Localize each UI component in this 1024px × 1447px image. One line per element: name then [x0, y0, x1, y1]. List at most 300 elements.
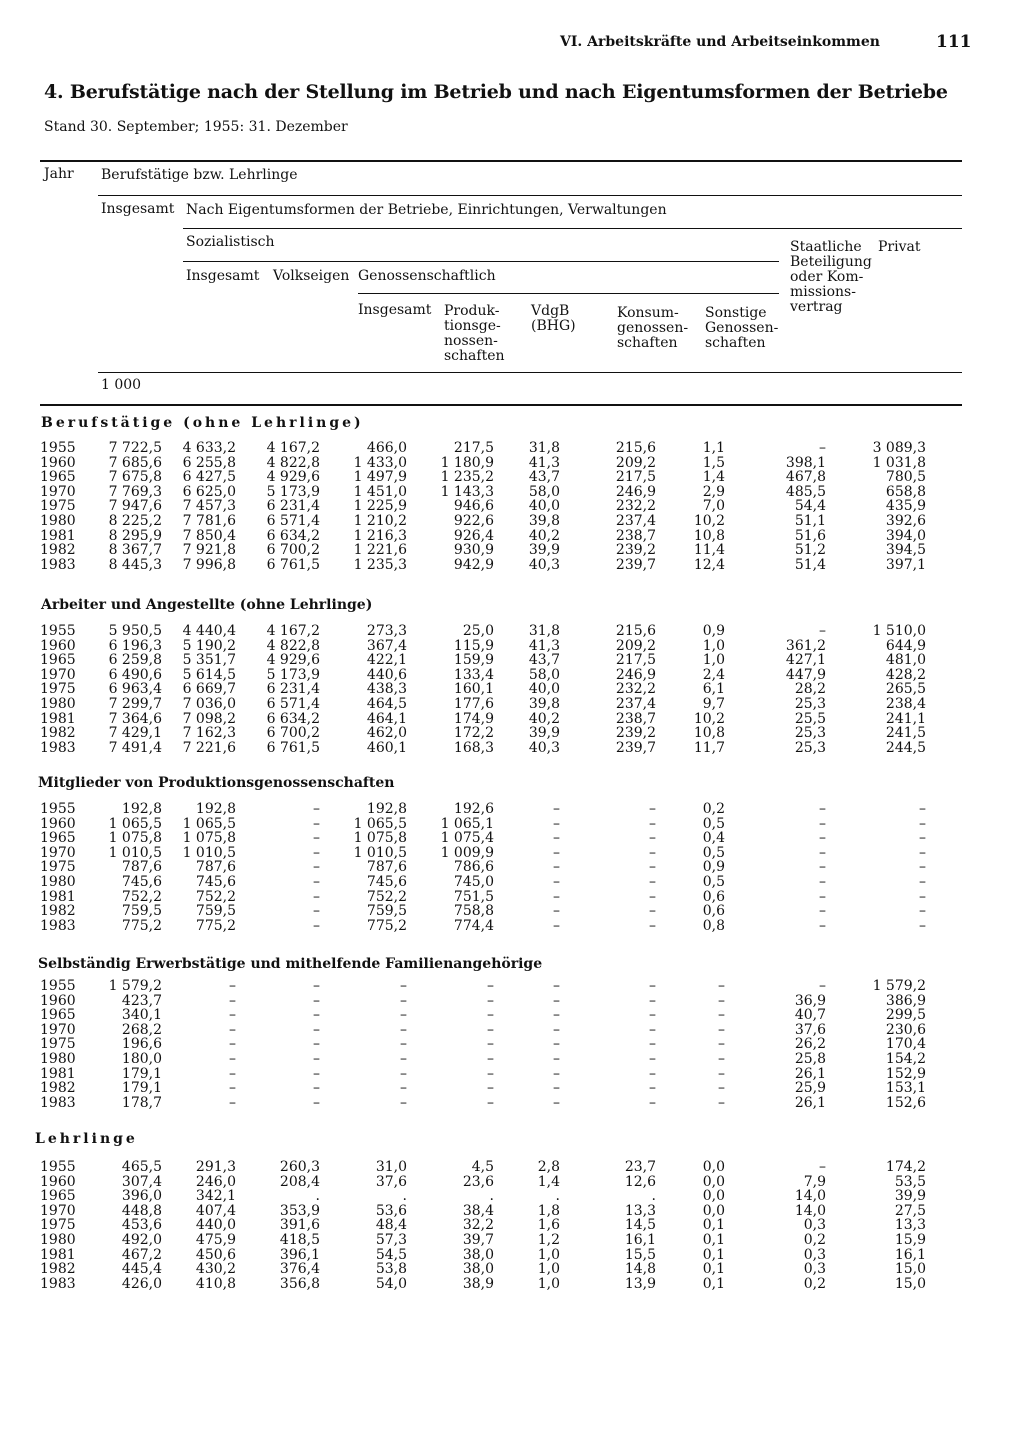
cell-vdgb: – — [553, 888, 560, 905]
cell-konsum: 23,7 — [624, 1159, 656, 1175]
cell-gen-insgesamt: 464,5 — [366, 696, 407, 712]
table-row — [0, 1067, 1024, 1081]
cell-staatlich: – — [819, 903, 826, 920]
cell-sonstige: 12,4 — [693, 556, 725, 573]
cell-produktion: 786,6 — [453, 859, 494, 876]
cell-konsum: 232,2 — [615, 681, 656, 698]
cell-konsum: 239,2 — [615, 542, 656, 559]
cell-vdgb: – — [553, 903, 560, 920]
cell-sonstige: 0,0 — [702, 1202, 725, 1219]
table-row — [0, 1160, 1024, 1174]
cell-staatlich: – — [819, 1159, 826, 1175]
table-row — [0, 514, 1024, 528]
cell-gen-insgesamt: 53,6 — [375, 1202, 407, 1219]
cell-gen-insgesamt: 1 235,3 — [353, 556, 407, 573]
cell-sonstige: 1,0 — [702, 652, 725, 669]
cell-soz-insgesamt: 246,0 — [195, 1173, 236, 1190]
cell-sonstige: 0,1 — [702, 1232, 725, 1248]
cell-privat: 170,4 — [885, 1036, 926, 1053]
cell-staatlich: 51,4 — [794, 556, 826, 573]
cell-insgesamt: 445,4 — [121, 1261, 162, 1278]
cell-volkseigen: 4 167,2 — [266, 623, 320, 639]
cell-volkseigen: – — [313, 830, 320, 847]
cell-privat: 27,5 — [894, 1202, 926, 1219]
cell-vdgb: 2,8 — [537, 1159, 560, 1175]
cell-konsum: 237,4 — [615, 696, 656, 712]
cell-privat: – — [919, 888, 926, 905]
cell-gen-insgesamt: 192,8 — [366, 801, 407, 817]
cell-soz-insgesamt: 4 440,4 — [182, 623, 236, 639]
table-row — [0, 712, 1024, 726]
cell-insgesamt: 7 675,8 — [108, 469, 162, 486]
cell-soz-insgesamt: – — [229, 1007, 236, 1024]
cell-vdgb: 1,0 — [537, 1275, 560, 1292]
cell-soz-insgesamt: 430,2 — [195, 1261, 236, 1278]
cell-sonstige: 0,1 — [702, 1246, 725, 1263]
cell-year: 1965 — [40, 1188, 76, 1205]
cell-sonstige: 0,0 — [702, 1159, 725, 1175]
cell-konsum: – — [649, 815, 656, 832]
cell-year: 1975 — [40, 498, 76, 515]
cell-privat: 1 510,0 — [872, 623, 926, 639]
cell-sonstige: 0,5 — [702, 815, 725, 832]
cell-gen-insgesamt: 1 451,0 — [353, 483, 407, 500]
cell-produktion: 751,5 — [453, 888, 494, 905]
cell-volkseigen: 396,1 — [279, 1246, 320, 1263]
cell-gen-insgesamt: 1 225,9 — [353, 498, 407, 515]
cell-insgesamt: 307,4 — [121, 1173, 162, 1190]
cell-produktion: 172,2 — [453, 725, 494, 742]
cell-insgesamt: 465,5 — [121, 1159, 162, 1175]
cell-year: 1981 — [40, 1065, 76, 1082]
cell-year: 1960 — [40, 637, 76, 654]
col-header-insgesamt: Insgesamt — [101, 201, 175, 217]
cell-sonstige: 1,4 — [702, 469, 725, 486]
cell-soz-insgesamt: 6 669,7 — [182, 681, 236, 698]
cell-vdgb: 40,0 — [528, 681, 560, 698]
cell-konsum: – — [649, 903, 656, 920]
cell-konsum: . — [651, 1188, 656, 1205]
cell-produktion: – — [487, 1094, 494, 1111]
cell-produktion: 922,6 — [453, 513, 494, 529]
table-row — [0, 1096, 1024, 1110]
cell-volkseigen: – — [313, 1080, 320, 1097]
cell-konsum: 238,7 — [615, 527, 656, 544]
cell-gen-insgesamt: – — [400, 1094, 407, 1111]
cell-volkseigen: – — [313, 801, 320, 817]
table-row — [0, 1008, 1024, 1022]
col-header-soz-insgesamt: Insgesamt — [186, 268, 260, 284]
cell-konsum: 217,5 — [615, 652, 656, 669]
cell-gen-insgesamt: – — [400, 978, 407, 994]
section-title: Lehrlinge — [35, 1131, 138, 1147]
cell-insgesamt: 467,2 — [121, 1246, 162, 1263]
cell-sonstige: 0,1 — [702, 1261, 725, 1278]
cell-privat: – — [919, 903, 926, 920]
col-header-berufstaetige: Berufstätige bzw. Lehrlinge — [101, 167, 298, 183]
cell-soz-insgesamt: 410,8 — [195, 1275, 236, 1292]
cell-privat: 3 089,3 — [872, 440, 926, 456]
cell-staatlich: 36,9 — [794, 992, 826, 1009]
cell-year: 1970 — [40, 844, 76, 861]
table-row — [0, 846, 1024, 860]
cell-produktion: 1 143,3 — [440, 483, 494, 500]
cell-vdgb: 1,8 — [537, 1202, 560, 1219]
cell-konsum: 239,7 — [615, 739, 656, 756]
table-row — [0, 529, 1024, 543]
cell-vdgb: 40,2 — [528, 710, 560, 727]
cell-volkseigen: 6 700,2 — [266, 542, 320, 559]
table-row — [0, 456, 1024, 470]
table-row — [0, 831, 1024, 845]
cell-privat: 1 579,2 — [872, 978, 926, 994]
cell-konsum: 239,2 — [615, 725, 656, 742]
cell-staatlich: – — [819, 888, 826, 905]
cell-konsum: 12,6 — [624, 1173, 656, 1190]
cell-vdgb: 1,0 — [537, 1261, 560, 1278]
cell-produktion: 177,6 — [453, 696, 494, 712]
cell-gen-insgesamt: – — [400, 1065, 407, 1082]
cell-insgesamt: 178,7 — [121, 1094, 162, 1111]
cell-gen-insgesamt: – — [400, 1007, 407, 1024]
cell-volkseigen: 6 761,5 — [266, 739, 320, 756]
cell-vdgb: . — [555, 1188, 560, 1205]
cell-privat: – — [919, 815, 926, 832]
cell-soz-insgesamt: 7 996,8 — [182, 556, 236, 573]
cell-produktion: – — [487, 992, 494, 1009]
cell-gen-insgesamt: 787,6 — [366, 859, 407, 876]
cell-insgesamt: 6 196,3 — [108, 637, 162, 654]
cell-gen-insgesamt: – — [400, 1080, 407, 1097]
cell-konsum: 14,5 — [624, 1217, 656, 1234]
cell-gen-insgesamt: 745,6 — [366, 874, 407, 890]
cell-insgesamt: 1 579,2 — [108, 978, 162, 994]
table-row — [0, 904, 1024, 918]
cell-vdgb: – — [553, 1080, 560, 1097]
table-row — [0, 1262, 1024, 1276]
cell-year: 1980 — [40, 696, 76, 712]
cell-vdgb: – — [553, 830, 560, 847]
table-row — [0, 624, 1024, 638]
cell-insgesamt: 426,0 — [121, 1275, 162, 1292]
cell-vdgb: – — [553, 917, 560, 934]
cell-vdgb: – — [553, 815, 560, 832]
cell-staatlich: 0,3 — [803, 1246, 826, 1263]
cell-gen-insgesamt: 367,4 — [366, 637, 407, 654]
cell-vdgb: 43,7 — [528, 469, 560, 486]
cell-insgesamt: 8 445,3 — [108, 556, 162, 573]
cell-produktion: 174,9 — [453, 710, 494, 727]
cell-insgesamt: 6 490,6 — [108, 666, 162, 683]
cell-year: 1981 — [40, 888, 76, 905]
cell-vdgb: 40,2 — [528, 527, 560, 544]
table-row — [0, 499, 1024, 513]
cell-privat: 658,8 — [885, 483, 926, 500]
cell-volkseigen: 6 571,4 — [266, 696, 320, 712]
cell-staatlich: – — [819, 874, 826, 890]
cell-soz-insgesamt: 6 427,5 — [182, 469, 236, 486]
cell-sonstige: 0,4 — [702, 830, 725, 847]
cell-gen-insgesamt: 759,5 — [366, 903, 407, 920]
cell-year: 1981 — [40, 1246, 76, 1263]
cell-gen-insgesamt: 752,2 — [366, 888, 407, 905]
cell-vdgb: 1,0 — [537, 1246, 560, 1263]
col-header-jahr: Jahr — [44, 166, 74, 182]
cell-gen-insgesamt: 54,0 — [375, 1275, 407, 1292]
cell-vdgb: 39,8 — [528, 696, 560, 712]
cell-produktion: 217,5 — [453, 440, 494, 456]
header-bottom-rule — [40, 404, 962, 406]
cell-produktion: 32,2 — [462, 1217, 494, 1234]
cell-gen-insgesamt: 273,3 — [366, 623, 407, 639]
cell-sonstige: 0,2 — [702, 801, 725, 817]
header-top-rule — [40, 160, 962, 162]
cell-volkseigen: – — [313, 888, 320, 905]
table-row — [0, 1248, 1024, 1262]
cell-volkseigen: – — [313, 903, 320, 920]
cell-staatlich: 26,1 — [794, 1094, 826, 1111]
cell-staatlich: 14,0 — [794, 1202, 826, 1219]
cell-insgesamt: 7 364,6 — [108, 710, 162, 727]
cell-staatlich: 51,6 — [794, 527, 826, 544]
cell-vdgb: 31,8 — [528, 440, 560, 456]
cell-soz-insgesamt: 6 255,8 — [182, 454, 236, 471]
cell-staatlich: 25,5 — [794, 710, 826, 727]
cell-year: 1975 — [40, 859, 76, 876]
cell-konsum: 209,2 — [615, 637, 656, 654]
cell-gen-insgesamt: 54,5 — [375, 1246, 407, 1263]
cell-gen-insgesamt: 37,6 — [375, 1173, 407, 1190]
cell-sonstige: 0,6 — [702, 888, 725, 905]
cell-volkseigen: 4 822,8 — [266, 454, 320, 471]
table-row — [0, 639, 1024, 653]
cell-year: 1960 — [40, 992, 76, 1009]
cell-soz-insgesamt: 759,5 — [195, 903, 236, 920]
col-header-sozialistisch: Sozialistisch — [186, 234, 275, 250]
cell-insgesamt: 492,0 — [121, 1232, 162, 1248]
cell-konsum: 237,4 — [615, 513, 656, 529]
cell-gen-insgesamt: 1 433,0 — [353, 454, 407, 471]
cell-gen-insgesamt: 462,0 — [366, 725, 407, 742]
cell-soz-insgesamt: 450,6 — [195, 1246, 236, 1263]
cell-insgesamt: 752,2 — [121, 888, 162, 905]
cell-soz-insgesamt: 6 625,0 — [182, 483, 236, 500]
cell-konsum: 16,1 — [624, 1232, 656, 1248]
cell-privat: 241,1 — [885, 710, 926, 727]
cell-year: 1975 — [40, 1036, 76, 1053]
cell-year: 1980 — [40, 513, 76, 529]
cell-vdgb: 58,0 — [528, 483, 560, 500]
cell-konsum: – — [649, 1007, 656, 1024]
cell-gen-insgesamt: 464,1 — [366, 710, 407, 727]
cell-insgesamt: 268,2 — [121, 1021, 162, 1038]
cell-konsum: – — [649, 830, 656, 847]
cell-sonstige: – — [718, 1007, 725, 1024]
cell-sonstige: – — [718, 1094, 725, 1111]
cell-soz-insgesamt: – — [229, 1051, 236, 1067]
cell-year: 1960 — [40, 815, 76, 832]
cell-soz-insgesamt: 5 190,2 — [182, 637, 236, 654]
cell-soz-insgesamt: 745,6 — [195, 874, 236, 890]
cell-volkseigen: 391,6 — [279, 1217, 320, 1234]
cell-insgesamt: 7 947,6 — [108, 498, 162, 515]
cell-gen-insgesamt: 53,8 — [375, 1261, 407, 1278]
cell-vdgb: – — [553, 1007, 560, 1024]
cell-insgesamt: 8 225,2 — [108, 513, 162, 529]
cell-insgesamt: 775,2 — [121, 917, 162, 934]
cell-staatlich: – — [819, 623, 826, 639]
table-row — [0, 741, 1024, 755]
cell-produktion: 4,5 — [471, 1159, 494, 1175]
table-subtitle: Stand 30. September; 1955: 31. Dezember — [44, 119, 348, 135]
cell-gen-insgesamt: 438,3 — [366, 681, 407, 698]
cell-vdgb: 39,9 — [528, 542, 560, 559]
cell-insgesamt: 745,6 — [121, 874, 162, 890]
cell-year: 1965 — [40, 469, 76, 486]
cell-vdgb: – — [553, 1036, 560, 1053]
cell-sonstige: 1,1 — [702, 440, 725, 456]
cell-privat: 780,5 — [885, 469, 926, 486]
cell-sonstige: – — [718, 1036, 725, 1053]
cell-konsum: – — [649, 917, 656, 934]
cell-insgesamt: 448,8 — [121, 1202, 162, 1219]
cell-sonstige: 11,7 — [693, 739, 725, 756]
cell-privat: 394,5 — [885, 542, 926, 559]
cell-privat: – — [919, 844, 926, 861]
cell-produktion: – — [487, 1007, 494, 1024]
cell-year: 1970 — [40, 666, 76, 683]
cell-privat: 13,3 — [894, 1217, 926, 1234]
cell-gen-insgesamt: 1 210,2 — [353, 513, 407, 529]
cell-insgesamt: 759,5 — [121, 903, 162, 920]
cell-sonstige: 0,0 — [702, 1173, 725, 1190]
col-header-genossenschaftlich: Genossenschaftlich — [358, 268, 496, 284]
cell-soz-insgesamt: – — [229, 992, 236, 1009]
cell-konsum: 13,3 — [624, 1202, 656, 1219]
cell-vdgb: 1,4 — [537, 1173, 560, 1190]
table-row — [0, 875, 1024, 889]
cell-volkseigen: 356,8 — [279, 1275, 320, 1292]
cell-staatlich: 25,3 — [794, 739, 826, 756]
cell-produktion: 38,0 — [462, 1246, 494, 1263]
cell-vdgb: – — [553, 859, 560, 876]
section-title: Mitglieder von Produktionsgenossenschaften — [38, 775, 395, 791]
cell-privat: – — [919, 801, 926, 817]
cell-staatlich: 25,9 — [794, 1080, 826, 1097]
cell-volkseigen: 5 173,9 — [266, 483, 320, 500]
cell-produktion: 926,4 — [453, 527, 494, 544]
cell-year: 1983 — [40, 1094, 76, 1111]
cell-staatlich: 427,1 — [785, 652, 826, 669]
cell-sonstige: – — [718, 1065, 725, 1082]
header-rule-eigentum — [183, 228, 962, 229]
cell-produktion: – — [487, 978, 494, 994]
cell-produktion: 758,8 — [453, 903, 494, 920]
cell-gen-insgesamt: 1 216,3 — [353, 527, 407, 544]
col-header-konsum: Konsum- genossen- schaften — [617, 305, 689, 351]
cell-konsum: 215,6 — [615, 440, 656, 456]
cell-sonstige: – — [718, 978, 725, 994]
table-title: 4. Berufstätige nach der Stellung im Betrieb und nach Eigentumsformen der Betriebe — [44, 81, 948, 103]
cell-volkseigen: 4 929,6 — [266, 469, 320, 486]
cell-produktion: 38,4 — [462, 1202, 494, 1219]
cell-privat: 53,5 — [894, 1173, 926, 1190]
cell-gen-insgesamt: 440,6 — [366, 666, 407, 683]
cell-sonstige: 0,5 — [702, 874, 725, 890]
cell-gen-insgesamt: 57,3 — [375, 1232, 407, 1248]
cell-year: 1982 — [40, 725, 76, 742]
cell-privat: 154,2 — [885, 1051, 926, 1067]
cell-vdgb: – — [553, 1094, 560, 1111]
cell-volkseigen: 6 700,2 — [266, 725, 320, 742]
cell-year: 1955 — [40, 978, 76, 994]
cell-vdgb: 41,3 — [528, 637, 560, 654]
cell-insgesamt: 179,1 — [121, 1080, 162, 1097]
table-row — [0, 668, 1024, 682]
table-row — [0, 470, 1024, 484]
cell-insgesamt: 192,8 — [121, 801, 162, 817]
cell-soz-insgesamt: 291,3 — [195, 1159, 236, 1175]
table-row — [0, 1277, 1024, 1291]
cell-gen-insgesamt: 1 075,8 — [353, 830, 407, 847]
cell-insgesamt: 7 429,1 — [108, 725, 162, 742]
cell-staatlich: 0,3 — [803, 1261, 826, 1278]
cell-year: 1970 — [40, 483, 76, 500]
cell-volkseigen: 4 167,2 — [266, 440, 320, 456]
cell-insgesamt: 1 010,5 — [108, 844, 162, 861]
cell-insgesamt: 6 259,8 — [108, 652, 162, 669]
table-row — [0, 890, 1024, 904]
cell-sonstige: 0,5 — [702, 844, 725, 861]
cell-year: 1982 — [40, 1080, 76, 1097]
cell-produktion: 946,6 — [453, 498, 494, 515]
cell-year: 1983 — [40, 917, 76, 934]
cell-soz-insgesamt: 440,0 — [195, 1217, 236, 1234]
cell-privat: 15,0 — [894, 1275, 926, 1292]
cell-volkseigen: 418,5 — [279, 1232, 320, 1248]
cell-volkseigen: 6 231,4 — [266, 681, 320, 698]
cell-staatlich: 51,1 — [794, 513, 826, 529]
cell-vdgb: 39,8 — [528, 513, 560, 529]
cell-soz-insgesamt: 5 614,5 — [182, 666, 236, 683]
cell-konsum: 14,8 — [624, 1261, 656, 1278]
cell-soz-insgesamt: 407,4 — [195, 1202, 236, 1219]
running-head: VI. Arbeitskräfte und Arbeitseinkommen — [560, 34, 880, 50]
cell-privat: 1 031,8 — [872, 454, 926, 471]
col-header-nach-eigentum: Nach Eigentumsformen der Betriebe, Einrichtungen, Verwaltungen — [186, 202, 667, 218]
cell-volkseigen: – — [313, 815, 320, 832]
cell-produktion: 159,9 — [453, 652, 494, 669]
table-row — [0, 1204, 1024, 1218]
col-header-vdgb: VdgB (BHG) — [531, 303, 576, 334]
cell-volkseigen: – — [313, 978, 320, 994]
cell-staatlich: 37,6 — [794, 1021, 826, 1038]
cell-soz-insgesamt: 7 162,3 — [182, 725, 236, 742]
cell-privat: – — [919, 859, 926, 876]
cell-sonstige: 0,1 — [702, 1217, 725, 1234]
cell-sonstige: 10,8 — [693, 725, 725, 742]
cell-privat: 265,5 — [885, 681, 926, 698]
cell-produktion: 38,9 — [462, 1275, 494, 1292]
cell-gen-insgesamt: . — [402, 1188, 407, 1205]
cell-year: 1970 — [40, 1202, 76, 1219]
cell-produktion: – — [487, 1021, 494, 1038]
cell-soz-insgesamt: – — [229, 1094, 236, 1111]
cell-volkseigen: – — [313, 1051, 320, 1067]
cell-produktion: 942,9 — [453, 556, 494, 573]
cell-insgesamt: 1 075,8 — [108, 830, 162, 847]
table-row — [0, 1023, 1024, 1037]
